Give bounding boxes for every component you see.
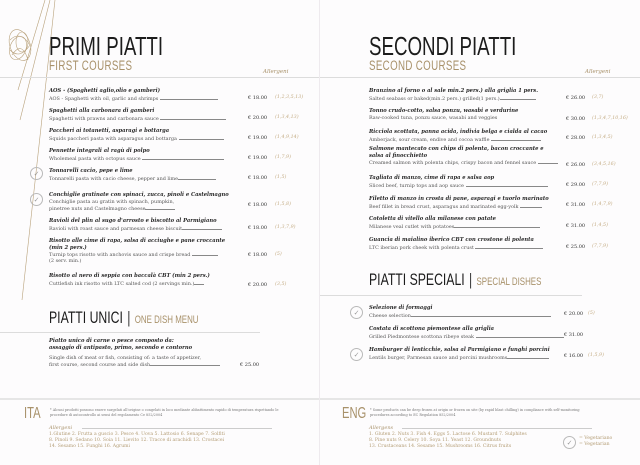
item-name-it: Risotto alle cime di rapa, salsa di acciughe e pane croccante (49, 238, 226, 244)
item-allergens: (3,4,5,16) (592, 162, 616, 167)
vegetarian-check-icon: ✓ (30, 193, 43, 206)
item-price: € 25.00 (566, 244, 586, 250)
vegetarian-check-icon: ✓ (350, 306, 363, 319)
item-name-en: Conchiglie pasta au gratin with spinach, pumpkin, (49, 198, 175, 205)
item-name-en: LTC iberian pork cheek with polenta crust (369, 244, 639, 251)
page-subtitle: FIRST COURSES (49, 58, 133, 73)
item-name-it: Spaghetti alla carbonara di gamberi (49, 108, 155, 114)
item-price: € 20.00 (248, 115, 268, 121)
item-name-it: Piatto unico di carne o pesce composto da: (49, 338, 174, 344)
item-allergens: (5) (588, 311, 595, 316)
frozen-products-note: * Some products can be deep frozen at origin or frozen on site (by rapid blast chilling) in compliance with self-monitoring procedures according to EC Regulation 852/2004 (370, 408, 580, 417)
item-name-it-2: (min 2 pers.) (49, 244, 87, 251)
item-name-en: Amberjack, sour cream, endive and cocoa waffle (369, 136, 639, 143)
right-page (320, 0, 640, 465)
item-allergens: (1,3,4,5) (592, 135, 613, 140)
item-allergens: (1,3,4,13) (275, 115, 299, 120)
item-price: € 31.00 (566, 202, 586, 208)
item-allergens: (1,5,9) (588, 353, 604, 358)
item-name-it: Hamburger di lenticchie, salsa al Parmigiano e funghi porcini (369, 347, 550, 353)
item-name-it: Paccheri ai totanetti, asparagi e bottarga (49, 128, 170, 134)
item-allergens: (1,3,7,9) (275, 225, 296, 230)
page-subtitle: SECOND COURSES (369, 58, 467, 73)
item-price: € 18.00 (248, 175, 268, 181)
item-name-en: Raw-cooked tuna, ponzu sauce, wasabi and veggies (369, 114, 498, 121)
item-name-it: Selezione di formaggi (369, 305, 433, 311)
frozen-products-note: * Alcuni prodotti possono essere surgelati all'origine o congelati in loco mediante abbattimento rapido di temperatura rispettando le procedure di autocontrollo ai sensi del regolamento Ce 852/2004 (50, 408, 279, 417)
footer-divider (320, 398, 640, 400)
allergens-header: Allergeni (263, 69, 289, 75)
item-allergens: (3,7) (592, 95, 604, 100)
item-price: € 25.00 (240, 362, 260, 368)
section-divider (0, 332, 260, 333)
allergens-divider (82, 428, 272, 429)
item-allergens: (1,4,5) (592, 223, 608, 228)
item-price: € 20.00 (564, 311, 584, 317)
item-name-it: Guancia di maialino iberico CBT con crostone di polenta (369, 237, 534, 243)
item-name-en: Spaghetti with prawns and carbonara sauce (49, 115, 319, 122)
item-name-en: Lentils burger, Parmesan sauce and porcini mushrooms (369, 354, 639, 361)
item-price: € 31.00 (566, 223, 586, 229)
item-name-en: Turnip tops risotto with anchovis sauce and crispe bread (49, 251, 319, 258)
allergens-label: Allergens (369, 425, 394, 431)
menu-item (369, 305, 639, 319)
vegetarian-legend: = Vegetariano = Vegetarian (579, 436, 613, 447)
item-name-en: Single dish of meat or fish, consisting of: a taste of appetizer, (49, 355, 202, 362)
allergens-divider (402, 428, 592, 429)
item-name-it-2: assaggio di antipasto, primo, secondo e contorno (49, 344, 193, 351)
item-name-en: Tonnarelli pasta with cacio cheese, pepper and lime (49, 175, 319, 182)
footer-divider (0, 398, 320, 400)
vegetarian-check-icon: ✓ (350, 348, 363, 361)
item-name-it: AOS - (Spaghetti aglio,olio e gamberi) (49, 88, 161, 94)
item-name-it: Conchiglie gratinate con spinaci, zucca, pinoli e Castelmagno (49, 192, 229, 198)
item-name-en-2: (2 serv. min.) (49, 258, 82, 265)
item-price: € 18.00 (248, 225, 268, 231)
item-allergens: (7,7,9) (592, 244, 608, 249)
item-allergens: (1,2,3,5,13) (275, 95, 304, 100)
allergens-list: 1. Gluten 2. Nuts 3. Fish 4. Eggs 5. Lactose 6. Mustard 7. Sulphites 8. Pine nuts 9. Celery 10. Soya 11. Yeast 12. Groundnuts 13. Crustaceans 14. Sesame 15. Mushrooms 16. Citrus fruits (369, 432, 527, 449)
item-price: € 28.00 (566, 135, 586, 141)
item-allergens: (1,7,9) (275, 155, 291, 160)
item-name-it: Ravioli del plin al sugo d'arrosto e biscotto al Parmigiano (49, 218, 217, 224)
item-price: € 19.00 (248, 135, 268, 141)
item-name-it: Pennette integrali al ragù di polpo (49, 148, 150, 154)
language-tag-eng: ENG (342, 405, 367, 422)
item-price: € 18.00 (248, 95, 268, 101)
item-allergens: (1,5) (275, 175, 287, 180)
language-tag-ita: ITA (24, 405, 41, 422)
item-price: € 30.00 (566, 116, 586, 122)
section-divider (320, 295, 582, 296)
item-name-it: Risotto al nero di seppia con baccalà CBT (min 2 pers.) (49, 273, 210, 279)
item-price: € 19.00 (248, 155, 268, 161)
item-allergens: (1,4,9,14) (275, 135, 299, 140)
item-name-it: Tagliata di manzo, cime di rapa e salsa aop (369, 175, 495, 181)
item-price: € 29.00 (566, 182, 586, 188)
item-allergens: (5) (275, 252, 282, 257)
item-name-en: Squids paccheri pasta with asparagus and bottarga (49, 135, 319, 142)
item-name-it: Salmone mantecato con chips di polenta, bacon croccante e (369, 146, 544, 152)
item-name-en: Creamed salmon with polenta chips, crispy bacon and fennel sauce (369, 159, 639, 166)
item-allergens: (1,3,4,7,10,16) (592, 116, 628, 121)
item-name-it: Cotoletta di vitello alla milanese con patate (369, 216, 496, 222)
item-name-en: Milanese veal cutlet with potatoes (369, 223, 639, 230)
allergens-label: Allergeni (49, 425, 73, 431)
header-divider (0, 77, 320, 78)
item-price: € 18.00 (248, 252, 268, 258)
page-title: SECONDI PIATTI (369, 31, 517, 61)
item-name-it-2: salsa al finocchietto (369, 152, 428, 159)
item-price: € 20.00 (248, 282, 268, 288)
item-name-it: Tonnarelli cacio, pepe e lime (49, 168, 133, 174)
section-title-piatti-unici: PIATTI UNICI | ONE DISH MENU (49, 308, 199, 327)
header-divider (320, 77, 640, 78)
item-allergens: (7,7,9) (592, 182, 608, 187)
item-name-en: Wholemeal pasta with octopus sauce (49, 155, 319, 162)
item-name-en: Cheese selection (369, 312, 639, 319)
allergens-list: 1.Glutine 2. Frutta a guscio 3. Pesce 4. Uova 5. Lattosio 6. Senape 7. Solfiti 8. Pinoli 9. Sedano 10. Soia 11. Lievito 12. Tracce di arachidi 13. Crostacei 14. Sesamo 15. Funghi 16. Agrumi (49, 432, 225, 449)
vegetarian-legend-icon: ✓ (563, 436, 576, 449)
item-name-en: AOS - Spaghetti with oil, garlic and shrimps (49, 95, 319, 102)
item-name-en: Beef fillet in bread crust, asparagus and marinated egg-yolk (369, 203, 639, 210)
item-name-en-2: pinetree nuts and Castelmagno cheese (49, 205, 319, 212)
item-allergens: (1,5,8) (275, 202, 291, 207)
item-name-en: Salted seabass or baked(min.2 pers.) grilled(1 pers.) (369, 95, 639, 102)
item-price: € 26.00 (566, 95, 586, 101)
item-price: € 16.00 (564, 353, 584, 359)
menu-item (369, 326, 639, 340)
item-price: € 18.00 (248, 202, 268, 208)
item-name-it: Filetto di manzo in crosta di pane, asparagi e tuorlo marinato (369, 196, 549, 202)
allergens-header: Allergeni (585, 69, 611, 75)
item-name-it: Branzino al forno o al sale min.2 pers.) alla griglia 1 pers. (369, 88, 539, 94)
section-title-piatti-speciali: PIATTI SPECIALI | SPECIAL DISHES (369, 270, 542, 289)
vegetarian-check-icon: ✓ (30, 167, 43, 180)
item-name-it: Ricciola scottata, panna acida, indivia belga e cialda al cacao (369, 129, 548, 135)
item-price: € 31.00 (564, 332, 584, 338)
item-name-en: Grilled Piedmontese scottona ribeye steak (369, 333, 639, 340)
page-title: PRIMI PIATTI (49, 31, 164, 61)
item-name-it: Costata di scottona piemontese alla griglia (369, 326, 495, 332)
item-allergens: (1,4,7,9) (592, 202, 613, 207)
item-price: € 26.00 (566, 162, 586, 168)
item-name-en: Cuttlefish ink risotto with LTC salted cod (2 servings min.) (49, 280, 319, 287)
item-name-en-2: first course, second course and side dish (49, 361, 319, 368)
item-name-en: Sliced beef, turnip tops and aop sauce (369, 182, 639, 189)
item-name-it: Tonno crudo-cotto, salsa ponzu, wasabi e verdurine (369, 108, 519, 114)
menu-item-unici (49, 338, 319, 369)
item-allergens: (3,5) (275, 282, 287, 287)
item-name-en: Ravioli with roast sauce and parmesan cheese biscuit (49, 225, 319, 232)
